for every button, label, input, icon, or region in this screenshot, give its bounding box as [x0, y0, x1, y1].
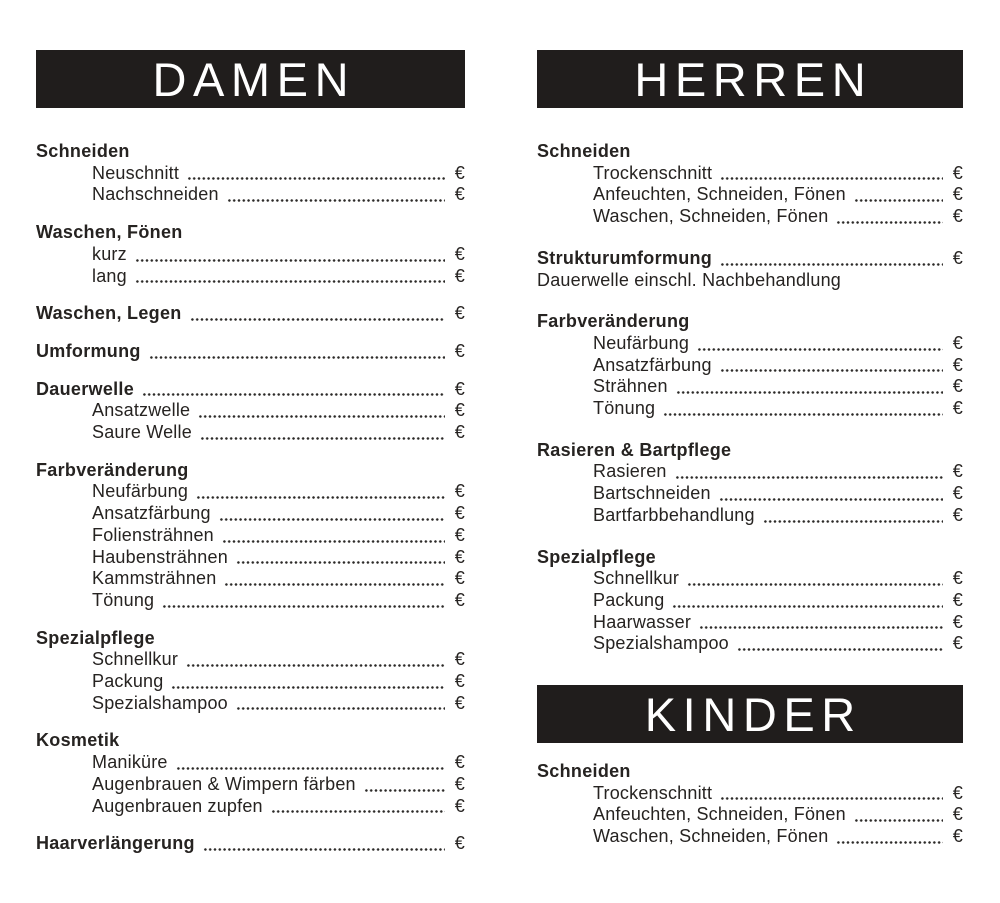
- price-row: [537, 783, 963, 805]
- price-row: [537, 612, 963, 634]
- price-currency: €: [952, 162, 963, 183]
- price-row: [36, 649, 465, 671]
- section-title-row: [537, 248, 963, 270]
- dot-leader: [854, 819, 943, 822]
- dot-leader: [720, 797, 943, 800]
- menu-section: [36, 303, 465, 325]
- price-currency: €: [454, 589, 465, 610]
- section-title-row-label: Farbveränderung: [36, 459, 189, 480]
- dot-leader: [135, 280, 445, 283]
- price-row-label: Neufärbung: [92, 481, 189, 502]
- price-currency: €: [454, 378, 465, 399]
- price-row: [537, 184, 963, 206]
- dot-leader: [142, 393, 445, 396]
- price-row-label: Ansatzfärbung: [92, 503, 211, 524]
- dot-leader: [162, 605, 445, 608]
- dot-leader: [763, 520, 943, 523]
- dot-leader: [227, 199, 445, 202]
- price-currency: €: [952, 206, 963, 227]
- category-banner: [537, 685, 963, 743]
- price-row-label: Anfeuchten, Schneiden, Fönen: [593, 184, 846, 205]
- price-currency: €: [454, 184, 465, 205]
- section-title-row: [36, 303, 465, 325]
- dot-leader: [219, 518, 445, 521]
- price-row-label: Trockenschnitt: [593, 162, 713, 183]
- price-currency: €: [454, 400, 465, 421]
- dot-leader: [135, 259, 445, 262]
- price-row-label: Haubensträhnen: [92, 546, 228, 567]
- price-currency: €: [454, 524, 465, 545]
- dot-leader: [699, 626, 943, 629]
- dot-leader: [200, 437, 445, 440]
- price-currency: €: [454, 649, 465, 670]
- price-row-label: Haarwasser: [593, 611, 692, 632]
- section-title-row: [36, 833, 465, 855]
- price-row-label: Ansatzwelle: [92, 400, 191, 421]
- price-row: [36, 774, 465, 796]
- dot-leader: [720, 263, 943, 266]
- section-title-row: [537, 547, 963, 569]
- section-title-row-label: Schneiden: [537, 141, 631, 161]
- price-row-label: Packung: [593, 589, 665, 610]
- menu-section: [537, 547, 963, 656]
- menu-section: [36, 141, 465, 206]
- dot-leader: [196, 496, 445, 499]
- price-currency: €: [952, 826, 963, 847]
- price-row: [537, 376, 963, 398]
- section-title-row: [36, 341, 465, 363]
- price-row: [36, 503, 465, 525]
- price-row-label: Neuschnitt: [92, 162, 180, 183]
- dot-leader: [687, 583, 943, 586]
- price-row-label: Rasieren: [593, 461, 667, 482]
- category-banner-label: DAMEN: [152, 52, 356, 106]
- dot-leader: [672, 605, 942, 608]
- section-title-row-label: Waschen, Fönen: [36, 222, 183, 243]
- section-title-row: [36, 730, 465, 752]
- section-title-row-label: Haarverlängerung: [36, 833, 195, 854]
- price-row-label: Spezialshampoo: [593, 633, 729, 654]
- price-row: [36, 525, 465, 547]
- price-currency: €: [454, 671, 465, 692]
- price-row: [36, 752, 465, 774]
- dot-leader: [720, 177, 943, 180]
- price-row-label: Packung: [92, 671, 164, 692]
- price-row-label: Neufärbung: [593, 332, 690, 353]
- price-currency: €: [952, 483, 963, 504]
- price-row-label: lang: [92, 265, 127, 286]
- menu-section: [36, 628, 465, 715]
- section-title-row-label: Spezialpflege: [36, 627, 155, 648]
- dot-leader: [720, 369, 943, 372]
- section-title-row: [36, 379, 465, 401]
- price-currency: €: [952, 589, 963, 610]
- category-banner: [537, 50, 963, 108]
- price-currency: €: [454, 303, 465, 324]
- price-row: [537, 633, 963, 655]
- dot-leader: [222, 540, 445, 543]
- menu-section: [537, 440, 963, 527]
- section-title-row-label: Spezialpflege: [537, 546, 656, 567]
- price-row: [36, 163, 465, 185]
- price-currency: €: [952, 398, 963, 419]
- dot-leader: [676, 391, 943, 394]
- price-row: [36, 481, 465, 503]
- price-currency: €: [952, 568, 963, 589]
- price-row: [537, 355, 963, 377]
- section-title-row: [537, 761, 963, 783]
- price-currency: €: [952, 354, 963, 375]
- price-row: [537, 206, 963, 228]
- price-currency: €: [454, 422, 465, 443]
- menu-section: [537, 248, 963, 291]
- price-currency: €: [454, 795, 465, 816]
- price-row-label: Tönung: [593, 398, 656, 419]
- price-row-label: Waschen, Schneiden, Fönen: [593, 206, 829, 227]
- menu-section: [36, 833, 465, 855]
- price-currency: €: [952, 376, 963, 397]
- price-currency: €: [952, 804, 963, 825]
- section-title-row: [36, 628, 465, 650]
- dot-leader: [187, 177, 445, 180]
- price-row: [537, 398, 963, 420]
- price-row: [36, 796, 465, 818]
- category-banner-label: KINDER: [644, 687, 862, 741]
- price-row: [537, 505, 963, 527]
- price-row-label: Schnellkur: [593, 568, 680, 589]
- section-title-row: [36, 222, 465, 244]
- price-row-label: Schnellkur: [92, 649, 179, 670]
- price-currency: €: [454, 265, 465, 286]
- price-row-label: Augenbrauen & Wimpern färben: [92, 773, 356, 794]
- price-row: [36, 671, 465, 693]
- menu-section: [537, 311, 963, 420]
- price-currency: €: [454, 692, 465, 713]
- price-row-label: Kammsträhnen: [92, 568, 217, 589]
- section-title-row-label: Strukturumformung: [537, 247, 713, 268]
- price-row: [537, 804, 963, 826]
- price-currency: €: [454, 162, 465, 183]
- price-currency: €: [454, 546, 465, 567]
- price-row-label: kurz: [92, 243, 127, 264]
- price-currency: €: [952, 633, 963, 654]
- price-row: [36, 266, 465, 288]
- price-currency: €: [454, 481, 465, 502]
- price-row: [36, 184, 465, 206]
- price-row-label: Bartfarbbehandlung: [593, 504, 755, 525]
- section-title-row-label: Schneiden: [537, 761, 631, 782]
- section-title-row-label: Kosmetik: [36, 730, 120, 751]
- section-title-row: [36, 141, 465, 163]
- dot-leader: [198, 415, 445, 418]
- price-currency: €: [952, 611, 963, 632]
- dot-leader: [236, 707, 445, 710]
- price-currency: €: [454, 833, 465, 854]
- dot-leader: [663, 413, 943, 416]
- section-title-row-label: Umformung: [36, 340, 141, 361]
- price-row: [537, 568, 963, 590]
- dot-leader: [236, 561, 445, 564]
- section-title-row-label: Farbveränderung: [537, 311, 690, 332]
- price-row: [537, 163, 963, 185]
- dot-leader: [836, 221, 942, 224]
- category-banner: [36, 50, 465, 108]
- price-row: [537, 483, 963, 505]
- price-currency: €: [952, 332, 963, 353]
- dot-leader: [697, 348, 943, 351]
- dot-leader: [190, 318, 445, 321]
- section-title-row: [537, 311, 963, 333]
- price-row: [36, 422, 465, 444]
- price-row: [36, 590, 465, 612]
- price-row-label: Saure Welle: [92, 422, 192, 443]
- price-currency: €: [952, 184, 963, 205]
- price-row-label: Nachschneiden: [92, 184, 219, 205]
- price-row-label: Anfeuchten, Schneiden, Fönen: [593, 804, 846, 825]
- price-row-label: Waschen, Schneiden, Fönen: [593, 826, 829, 847]
- price-row: [36, 547, 465, 569]
- price-row: [537, 590, 963, 612]
- dot-leader: [271, 810, 445, 813]
- price-currency: €: [454, 773, 465, 794]
- menu-section: [36, 460, 465, 612]
- price-currency: €: [952, 782, 963, 803]
- dot-leader: [149, 356, 445, 359]
- price-row: [36, 568, 465, 590]
- section-title-row: [537, 141, 963, 163]
- dot-leader: [836, 841, 942, 844]
- menu-column-herren-kinder: [537, 50, 963, 855]
- dot-leader: [224, 583, 444, 586]
- price-currency: €: [952, 504, 963, 525]
- dot-leader: [737, 648, 943, 651]
- menu-column-damen: [36, 50, 465, 855]
- price-row-label: Strähnen: [593, 376, 668, 397]
- dot-leader: [364, 789, 445, 792]
- price-currency: €: [454, 752, 465, 773]
- section-title-row-label: Waschen, Legen: [36, 303, 182, 324]
- price-currency: €: [952, 247, 963, 268]
- dot-leader: [186, 664, 445, 667]
- dot-leader: [854, 199, 943, 202]
- price-currency: €: [952, 461, 963, 482]
- price-row: [36, 400, 465, 422]
- section-title-row: [537, 440, 963, 462]
- menu-section: [36, 730, 465, 817]
- menu-section: [537, 761, 963, 848]
- price-row-label: Spezialshampoo: [92, 692, 228, 713]
- price-row-label: Ansatzfärbung: [593, 354, 712, 375]
- section-note-row: [537, 270, 963, 292]
- dot-leader: [675, 476, 943, 479]
- section-note-row-label: Dauerwelle einschl. Nachbehandlung: [537, 269, 841, 290]
- price-row-label: Tönung: [92, 589, 155, 610]
- dot-leader: [719, 498, 943, 501]
- price-row: [36, 693, 465, 715]
- menu-section: [36, 222, 465, 287]
- price-currency: €: [454, 568, 465, 589]
- menu-section: [36, 341, 465, 363]
- price-row-label: Bartschneiden: [593, 483, 711, 504]
- price-row: [36, 244, 465, 266]
- section-title-row-label: Dauerwelle: [36, 378, 135, 399]
- price-currency: €: [454, 243, 465, 264]
- dot-leader: [171, 686, 444, 689]
- category-banner-label: HERREN: [634, 52, 873, 106]
- price-row: [537, 461, 963, 483]
- price-row: [537, 826, 963, 848]
- price-currency: €: [454, 340, 465, 361]
- dot-leader: [176, 767, 445, 770]
- section-title-row-label: Schneiden: [36, 141, 130, 161]
- price-row-label: Maniküre: [92, 752, 168, 773]
- section-title-row: [36, 460, 465, 482]
- menu-section: [537, 141, 963, 228]
- menu-section: [36, 379, 465, 444]
- price-row-label: Trockenschnitt: [593, 782, 713, 803]
- price-row-label: Foliensträhnen: [92, 524, 214, 545]
- section-title-row-label: Rasieren & Bartpflege: [537, 439, 732, 460]
- price-row: [537, 333, 963, 355]
- price-currency: €: [454, 503, 465, 524]
- price-row-label: Augenbrauen zupfen: [92, 795, 263, 816]
- dot-leader: [203, 848, 445, 851]
